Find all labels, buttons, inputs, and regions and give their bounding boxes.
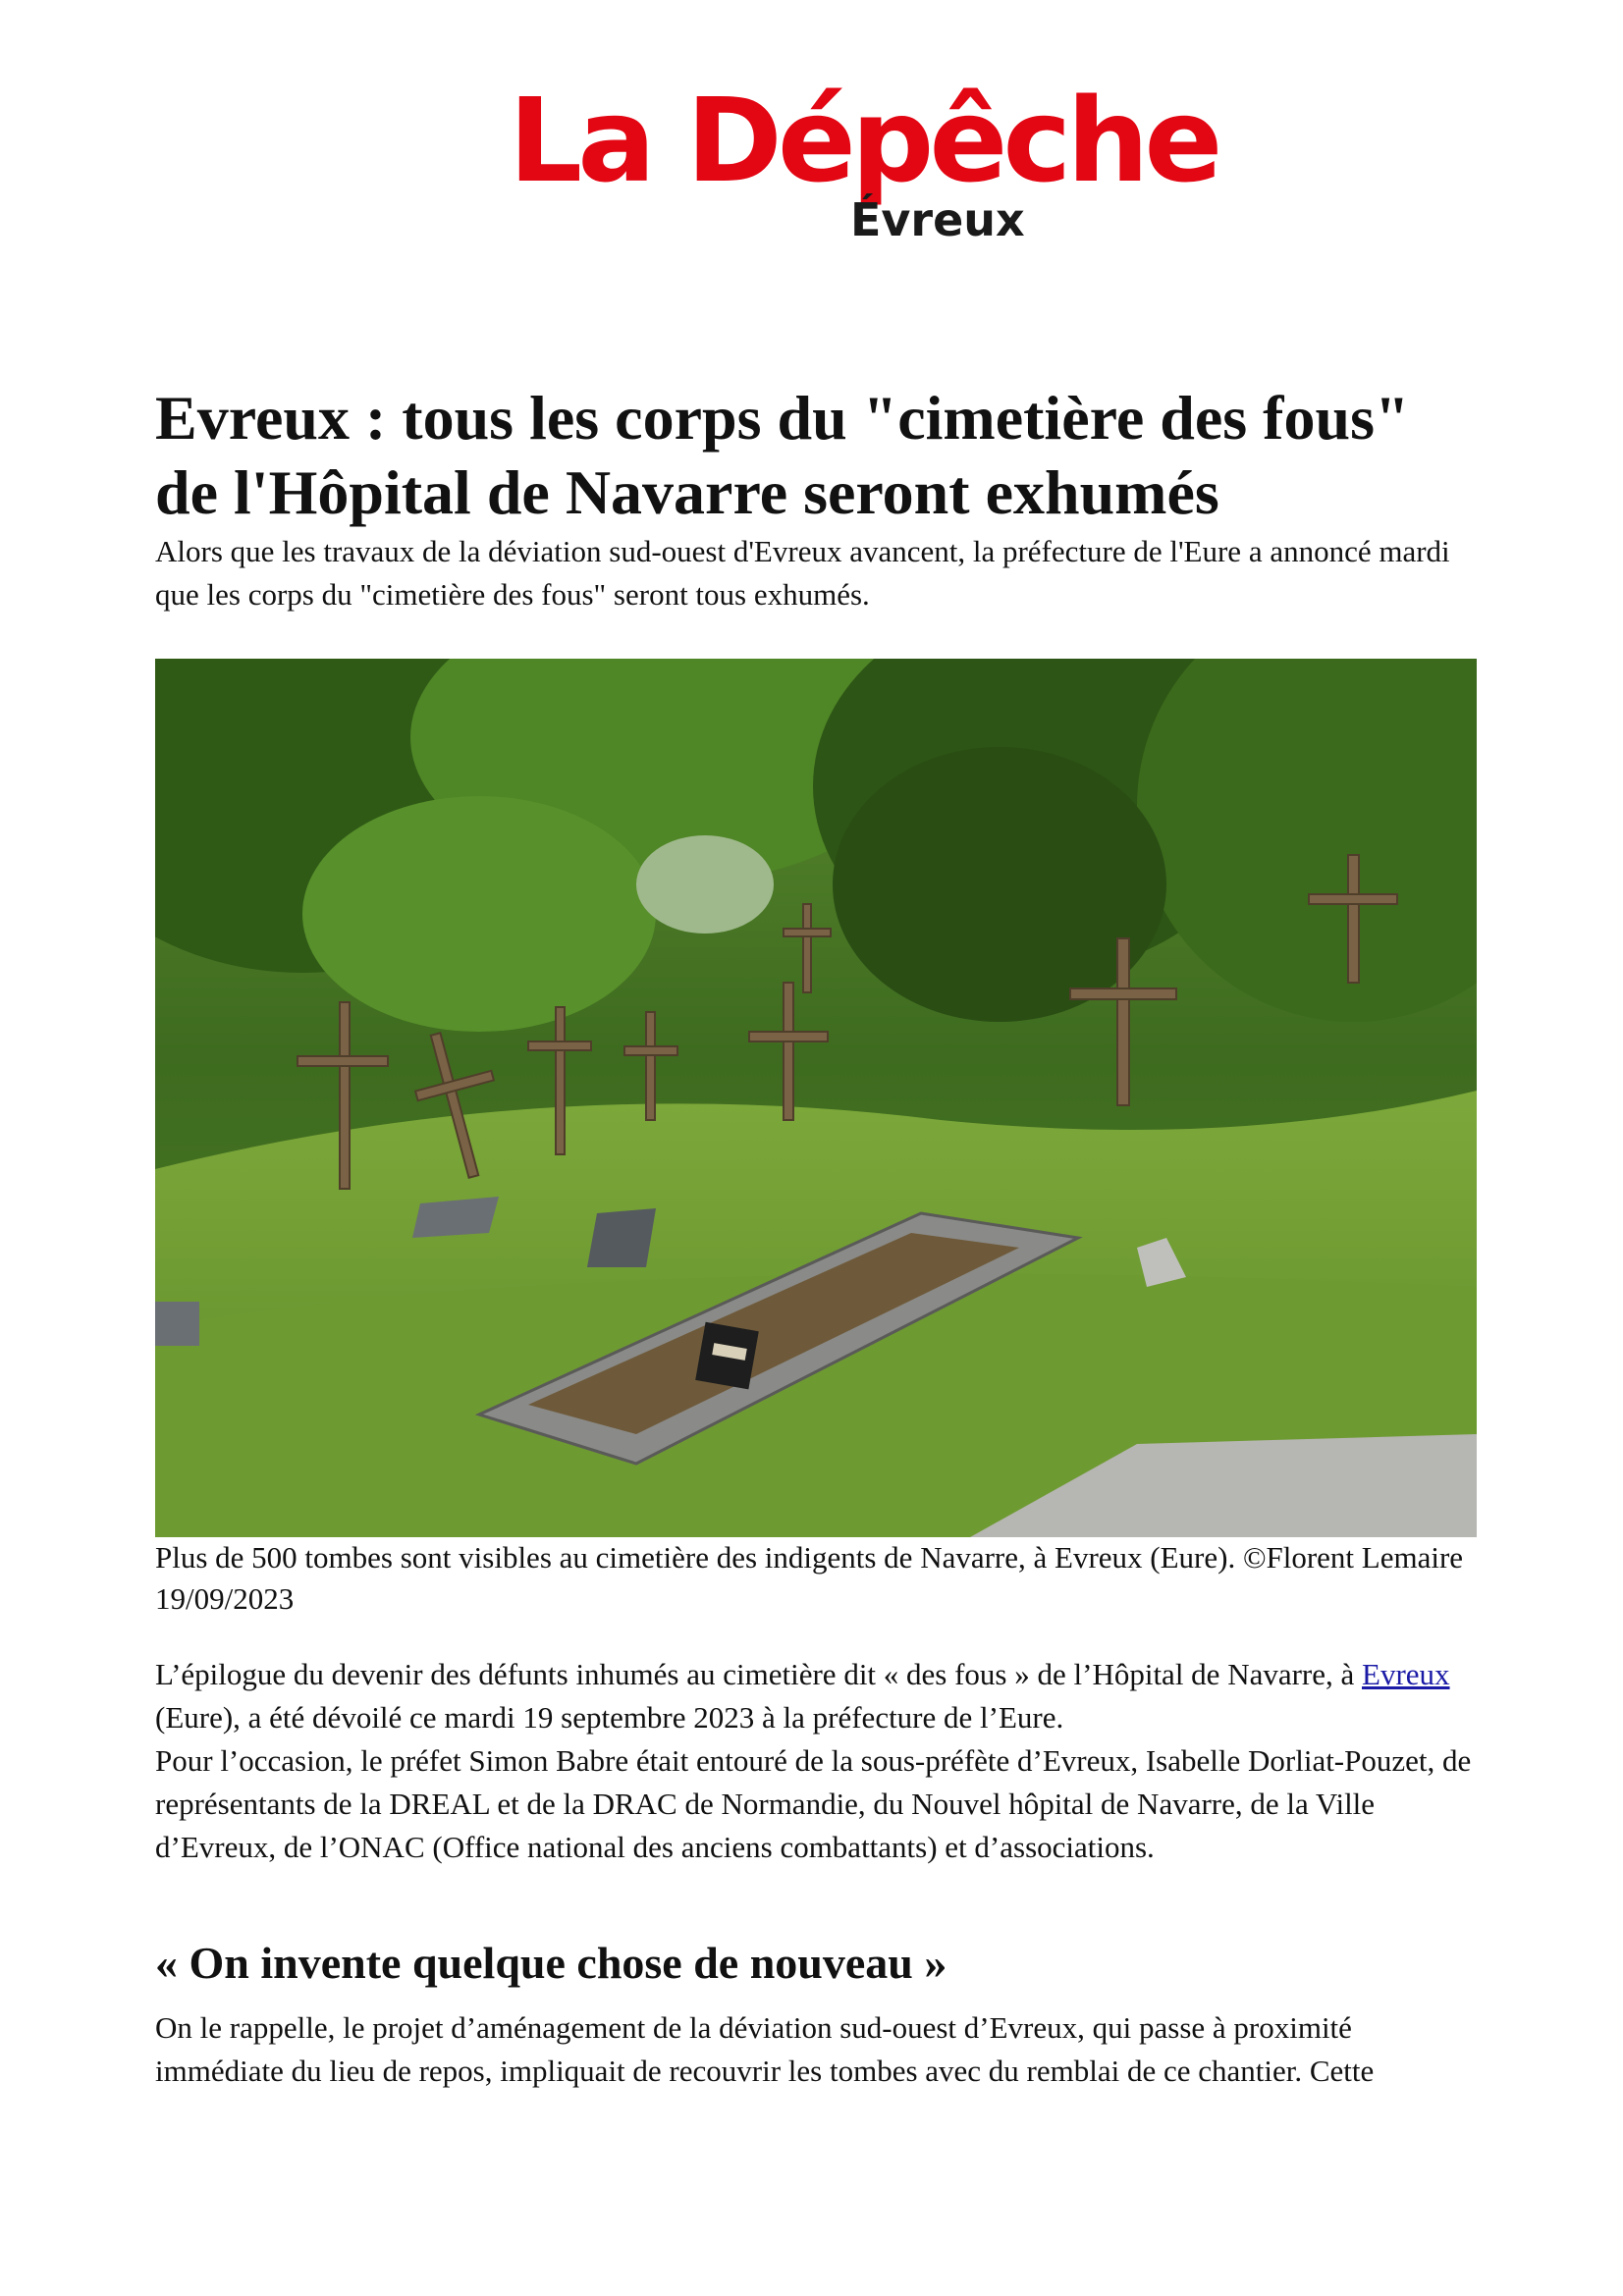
photo-caption: Plus de 500 tombes sont visibles au cimetière des indigents de Navarre, à Evreux (Eure). ©Florent Lemaire 19/09/2023 (155, 1540, 1464, 1616)
evreux-link[interactable]: Evreux (1362, 1657, 1450, 1691)
paragraph-1-text-end: (Eure), a été dévoilé ce mardi 19 septembre 2023 à la préfecture de l’Eure. (155, 1700, 1064, 1735)
article-paragraph-2: Pour l’occasion, le préfet Simon Babre était entouré de la sous-préfète d’Evreux, Isabelle Dorliat-Pouzet, de représentants de la DREAL et de la DRAC de Normandie, du Nouvel hôpital de Navarre, de la Ville d’Evreux, de l’ONAC (Office national des anciens combattants) et d’associations. (155, 1743, 1472, 1864)
cemetery-photo (155, 659, 1477, 1537)
masthead (0, 73, 1623, 249)
brand-logo[interactable]: La Dépêche (509, 73, 1218, 208)
cemetery-photo-illustration (155, 659, 1477, 1537)
article-paragraph-3: On le rappelle, le projet d’aménagement de la déviation sud-ouest d’Evreux, qui passe à proximité immédiate du lieu de repos, impliquait de recouvrir les tombes avec du remblai de ce chantier. Cette (155, 2010, 1375, 2088)
article-header (155, 381, 1481, 616)
paragraph-1-text-start: L’épilogue du devenir des défunts inhumés au cimetière dit « des fous » de l’Hôpital de Navarre, à (155, 1657, 1363, 1691)
article-body (155, 1653, 1481, 1869)
article-paragraph-1 (155, 1653, 1481, 1739)
article-subheading: « On invente quelque chose de nouveau » (155, 1938, 947, 1988)
article-lead: Alors que les travaux de la déviation sud-ouest d'Evreux avancent, la préfecture de l'Eure a annoncé mardi que les corps du "cimetière des fous" seront tous exhumés. (155, 534, 1450, 612)
article-headline: Evreux : tous les corps du "cimetière des fous" de l'Hôpital de Navarre seront exhumés (155, 383, 1410, 527)
edition-label: Évreux (850, 193, 1025, 246)
